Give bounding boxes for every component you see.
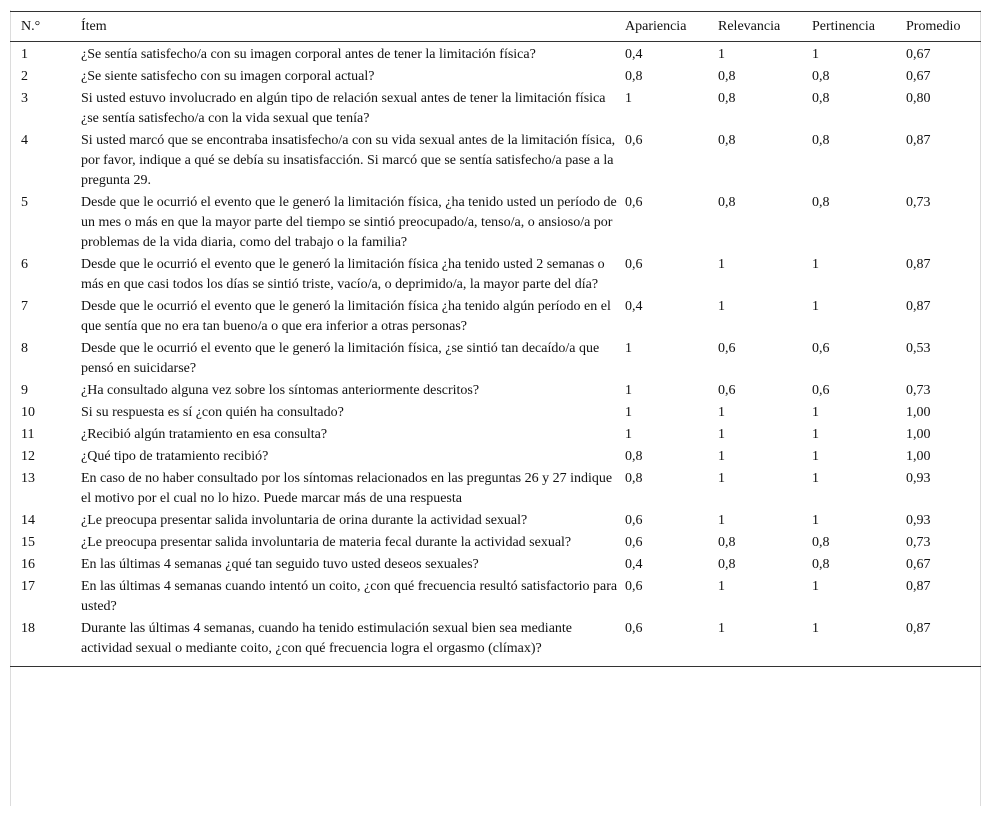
cell-item: En caso de no haber consultado por los síntomas relacionados en las preguntas 26 y 27 indique el motivo por el cual no lo hizo. Puede marcar más de una respuesta <box>81 471 613 506</box>
cell-promedio: 0,93 <box>906 513 931 528</box>
cell-number: 16 <box>21 557 35 572</box>
cell-number: 17 <box>21 579 35 594</box>
table-row <box>10 619 981 667</box>
header-row <box>10 12 981 42</box>
cell-promedio: 0,87 <box>906 299 931 314</box>
table-header <box>10 12 981 42</box>
cell-item: En las últimas 4 semanas cuando intentó un coito, ¿con qué frecuencia resultó satisfactorio para usted? <box>81 579 618 614</box>
cell-promedio: 0,87 <box>906 257 931 272</box>
cell-apariencia: 0,4 <box>625 47 643 62</box>
cell-pertinencia: 1 <box>812 471 819 486</box>
cell-relevancia: 0,6 <box>718 341 736 356</box>
header-apariencia: Apariencia <box>625 18 687 34</box>
cell-relevancia: 0,8 <box>718 69 736 84</box>
cell-promedio: 0,73 <box>906 535 931 550</box>
cell-promedio: 0,87 <box>906 621 931 636</box>
cell-pertinencia: 0,8 <box>812 69 830 84</box>
cell-pertinencia: 1 <box>812 47 819 62</box>
table-row <box>10 339 981 381</box>
cell-item: En las últimas 4 semanas ¿qué tan seguido tuvo usted deseos sexuales? <box>81 557 479 572</box>
table-row <box>10 67 981 89</box>
cell-apariencia: 1 <box>625 383 632 398</box>
cell-relevancia: 0,8 <box>718 195 736 210</box>
cell-apariencia: 1 <box>625 91 632 106</box>
cell-item: Si usted marcó que se encontraba insatisfecho/a con su vida sexual antes de la limitación física, por favor, indique a qué se debía su insatisfacción. Si marcó que se sentía satisfecho/a pase a la pregunta 29. <box>81 133 616 188</box>
table-row <box>10 42 981 68</box>
cell-number: 12 <box>21 449 35 464</box>
table-row <box>10 381 981 403</box>
cell-relevancia: 0,8 <box>718 133 736 148</box>
cell-item: Desde que le ocurrió el evento que le generó la limitación física, ¿ha tenido usted un período de un mes o más en que la mayor parte del tiempo se sintió preocupado/a, tenso/a, o ansioso/a por problemas de la vida diaria, como del trabajo o la familia? <box>81 195 617 250</box>
cell-promedio: 0,67 <box>906 557 931 572</box>
cell-number: 8 <box>21 341 28 356</box>
cell-promedio: 0,67 <box>906 47 931 62</box>
cell-promedio: 0,87 <box>906 579 931 594</box>
cell-relevancia: 0,8 <box>718 535 736 550</box>
cell-promedio: 0,87 <box>906 133 931 148</box>
cell-apariencia: 1 <box>625 405 632 420</box>
cell-number: 1 <box>21 47 28 62</box>
cell-apariencia: 0,8 <box>625 449 643 464</box>
cell-promedio: 0,73 <box>906 195 931 210</box>
cell-relevancia: 1 <box>718 405 725 420</box>
cell-relevancia: 1 <box>718 427 725 442</box>
table-row <box>10 511 981 533</box>
table-row <box>10 447 981 469</box>
cell-relevancia: 0,8 <box>718 557 736 572</box>
table-row <box>10 193 981 255</box>
cell-pertinencia: 1 <box>812 299 819 314</box>
cell-relevancia: 0,6 <box>718 383 736 398</box>
cell-item: ¿Qué tipo de tratamiento recibió? <box>81 449 269 464</box>
cell-promedio: 1,00 <box>906 449 931 464</box>
cell-number: 18 <box>21 621 35 636</box>
cell-relevancia: 1 <box>718 257 725 272</box>
cell-apariencia: 0,6 <box>625 621 643 636</box>
cell-apariencia: 0,6 <box>625 195 643 210</box>
table-row <box>10 403 981 425</box>
header-item: Ítem <box>81 18 107 34</box>
cell-apariencia: 0,4 <box>625 557 643 572</box>
cell-pertinencia: 1 <box>812 513 819 528</box>
table-row <box>10 297 981 339</box>
cell-item: Durante las últimas 4 semanas, cuando ha tenido estimulación sexual bien sea mediante actividad sexual o mediante coito, ¿con qué frecuencia logra el orgasmo (clímax)? <box>81 621 573 656</box>
cell-number: 11 <box>21 427 35 442</box>
cell-item: ¿Se sentía satisfecho/a con su imagen corporal antes de tener la limitación física? <box>81 47 536 62</box>
cell-number: 15 <box>21 535 35 550</box>
cell-pertinencia: 0,8 <box>812 195 830 210</box>
table-row <box>10 89 981 131</box>
cell-pertinencia: 1 <box>812 257 819 272</box>
cell-promedio: 0,53 <box>906 341 931 356</box>
cell-number: 3 <box>21 91 28 106</box>
cell-apariencia: 0,6 <box>625 513 643 528</box>
cell-apariencia: 0,6 <box>625 579 643 594</box>
cell-pertinencia: 0,8 <box>812 133 830 148</box>
cell-pertinencia: 0,6 <box>812 341 830 356</box>
header-pertinencia: Pertinencia <box>812 18 875 34</box>
cell-item: Si usted estuvo involucrado en algún tipo de relación sexual antes de tener la limitación física ¿se sentía satisfecho/a con la vida sexual que tenía? <box>81 91 606 126</box>
cell-promedio: 1,00 <box>906 427 931 442</box>
cell-apariencia: 0,8 <box>625 69 643 84</box>
cell-item: ¿Se siente satisfecho con su imagen corporal actual? <box>81 69 375 84</box>
cell-apariencia: 0,8 <box>625 471 643 486</box>
cell-number: 2 <box>21 69 28 84</box>
cell-apariencia: 1 <box>625 427 632 442</box>
cell-relevancia: 1 <box>718 471 725 486</box>
header-relevancia: Relevancia <box>718 18 781 34</box>
cell-item: Desde que le ocurrió el evento que le generó la limitación física ¿ha tenido algún período en el que sentía que no era tan bueno/a o que era inferior a otras personas? <box>81 299 611 334</box>
cell-number: 9 <box>21 383 28 398</box>
cell-number: 4 <box>21 133 28 148</box>
cell-relevancia: 0,8 <box>718 91 736 106</box>
cell-promedio: 0,73 <box>906 383 931 398</box>
cell-promedio: 0,67 <box>906 69 931 84</box>
cell-relevancia: 1 <box>718 47 725 62</box>
cell-pertinencia: 0,6 <box>812 383 830 398</box>
cell-pertinencia: 1 <box>812 579 819 594</box>
cell-apariencia: 1 <box>625 341 632 356</box>
validation-table <box>10 11 981 667</box>
cell-number: 5 <box>21 195 28 210</box>
cell-number: 6 <box>21 257 28 272</box>
cell-apariencia: 0,6 <box>625 535 643 550</box>
cell-relevancia: 1 <box>718 513 725 528</box>
cell-item: ¿Le preocupa presentar salida involuntaria de materia fecal durante la actividad sexual? <box>81 535 572 550</box>
table-row <box>10 131 981 193</box>
cell-item: ¿Recibió algún tratamiento en esa consulta? <box>81 427 328 442</box>
cell-number: 7 <box>21 299 28 314</box>
table-row <box>10 469 981 511</box>
cell-promedio: 0,80 <box>906 91 931 106</box>
cell-relevancia: 1 <box>718 449 725 464</box>
table-row <box>10 255 981 297</box>
header-number: N.° <box>21 18 41 34</box>
cell-apariencia: 0,4 <box>625 299 643 314</box>
cell-item: ¿Ha consultado alguna vez sobre los síntomas anteriormente descritos? <box>81 383 480 398</box>
cell-relevancia: 1 <box>718 579 725 594</box>
cell-number: 14 <box>21 513 35 528</box>
cell-promedio: 0,93 <box>906 471 931 486</box>
cell-pertinencia: 0,8 <box>812 91 830 106</box>
cell-relevancia: 1 <box>718 621 725 636</box>
table-row <box>10 555 981 577</box>
table-body <box>10 42 981 667</box>
cell-item: Desde que le ocurrió el evento que le generó la limitación física, ¿se sintió tan decaído/a que pensó en suicidarse? <box>81 341 600 376</box>
cell-item: ¿Le preocupa presentar salida involuntaria de orina durante la actividad sexual? <box>81 513 528 528</box>
table-row <box>10 577 981 619</box>
cell-pertinencia: 1 <box>812 449 819 464</box>
cell-number: 13 <box>21 471 35 486</box>
cell-apariencia: 0,6 <box>625 257 643 272</box>
cell-pertinencia: 1 <box>812 427 819 442</box>
cell-pertinencia: 1 <box>812 621 819 636</box>
cell-item: Si su respuesta es sí ¿con quién ha consultado? <box>81 405 344 420</box>
cell-pertinencia: 1 <box>812 405 819 420</box>
table-row <box>10 533 981 555</box>
table-row <box>10 425 981 447</box>
cell-pertinencia: 0,8 <box>812 535 830 550</box>
header-promedio: Promedio <box>906 18 961 34</box>
cell-apariencia: 0,6 <box>625 133 643 148</box>
cell-relevancia: 1 <box>718 299 725 314</box>
cell-promedio: 1,00 <box>906 405 931 420</box>
cell-number: 10 <box>21 405 35 420</box>
cell-pertinencia: 0,8 <box>812 557 830 572</box>
cell-item: Desde que le ocurrió el evento que le generó la limitación física ¿ha tenido usted 2 semanas o más en que casi todos los días se sintió triste, vacío/a, o deprimido/a, la mayor parte del día? <box>81 257 605 292</box>
